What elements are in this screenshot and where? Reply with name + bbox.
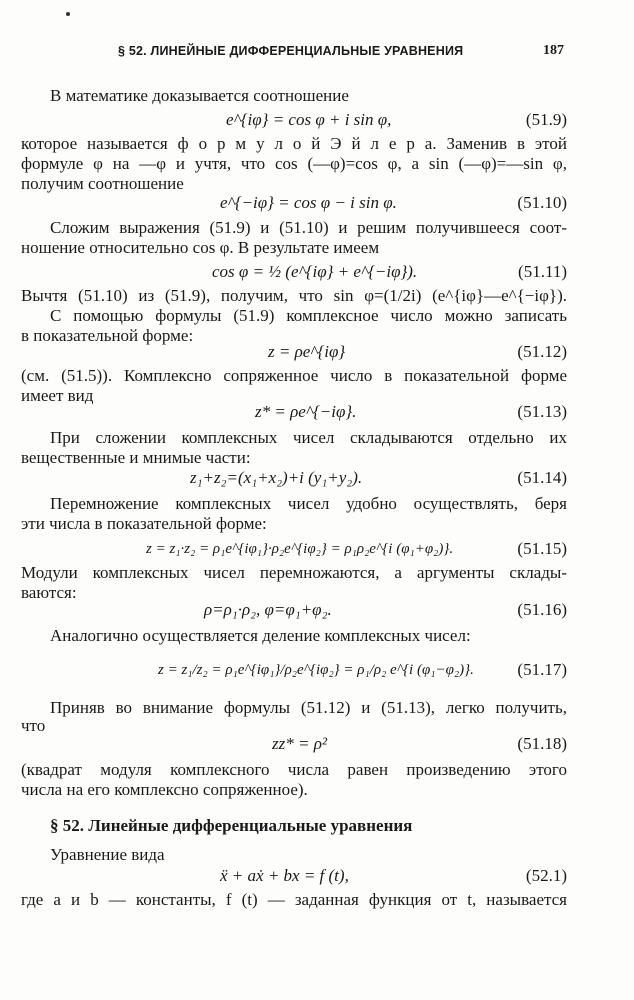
equation-number: (51.16) xyxy=(517,600,567,619)
running-header xyxy=(0,44,634,64)
text-line: С помощью формулы (51.9) комплексное число можно записать xyxy=(50,306,567,325)
equation-number: (51.10) xyxy=(517,193,567,212)
equation-number: (51.13) xyxy=(517,402,567,421)
page-number: 187 xyxy=(543,43,564,58)
equation-formula: cos φ = ½ (e^{iφ} + e^{−iφ}). xyxy=(212,262,418,281)
equation-formula: e^{iφ} = cos φ + i sin φ, xyxy=(226,110,392,129)
text-line: ношение относительно cos φ. В результате имеем xyxy=(21,238,380,257)
text-line: Приняв во внимание формулы (51.12) и (51.13), легко получить, xyxy=(50,698,567,717)
equation-number: (51.18) xyxy=(517,734,567,753)
text-line: формуле φ на —φ и учтя, что cos (—φ)=cos φ, a sin (—φ)=—sin φ, xyxy=(21,154,567,173)
text-line: При сложении комплексных чисел складываются отдельно их xyxy=(50,428,567,447)
text-line: числа на его комплексно сопряженное). xyxy=(21,780,308,799)
text-line: вещественные и мнимые части: xyxy=(21,448,251,467)
text-line: имеет вид xyxy=(21,386,94,405)
equation-formula: ẍ + aẋ + bx = f (t), xyxy=(220,866,349,885)
text-line: что xyxy=(21,716,46,735)
text-line: которое называется ф о р м у л о й Э й л е р а. Заменив в этой xyxy=(21,134,567,153)
text-line: Сложим выражения (51.9) и (51.10) и решим получившееся соот- xyxy=(50,218,567,237)
text-line: Аналогично осуществляется деление комплексных чисел: xyxy=(50,626,471,645)
equation-number: (51.17) xyxy=(517,660,567,679)
equation-formula: z = z₁/z₂ = ρ₁e^{iφ₁}/ρ₂e^{iφ₂} = ρ₁/ρ₂ e^{i (φ₁−φ₂)}. xyxy=(158,662,474,678)
text-line: Вычтя (51.10) из (51.9), получим, что sin φ=(1/2i) (e^{iφ}—e^{−iφ}). xyxy=(21,286,567,305)
equation-number: (51.14) xyxy=(517,468,567,487)
equation-number: (51.12) xyxy=(517,342,567,361)
equation-formula: z₁+z₂=(x₁+x₂)+i (y₁+y₂). xyxy=(190,468,363,487)
equation-formula: zz* = ρ² xyxy=(272,734,327,753)
equation-number: (51.9) xyxy=(525,110,567,129)
equation-number: (51.11) xyxy=(518,262,567,281)
text-line: ваются: xyxy=(21,583,77,602)
text-line: В математике доказывается соотношение xyxy=(50,86,349,105)
text-line: эти числа в показательной форме: xyxy=(21,514,267,533)
equation-formula: ρ=ρ₁·ρ₂, φ=φ₁+φ₂. xyxy=(204,600,332,619)
text-line: Модули комплексных чисел перемножаются, а аргументы склады- xyxy=(21,563,567,582)
text-line: Уравнение вида xyxy=(50,845,165,864)
text-line: (см. (51.5)). Комплексно сопряженное число в показательной форме xyxy=(21,366,567,385)
text-line: Перемножение комплексных чисел удобно осуществлять, беря xyxy=(50,494,567,513)
equation-formula: z = z₁·z₂ = ρ₁e^{iφ₁}·ρ₂e^{iφ₂} = ρ₁ρ₂e^{i (φ₁+φ₂)}. xyxy=(146,541,454,557)
text-line: где a и b — константы, f (t) — заданная функция от t, называется xyxy=(21,890,567,909)
equation-number: (52.1) xyxy=(525,866,567,885)
text-line: в показательной форме: xyxy=(21,326,194,345)
equation-formula: e^{−iφ} = cos φ − i sin φ. xyxy=(220,193,397,212)
equation-number: (51.15) xyxy=(517,539,567,558)
text-line: (квадрат модуля комплексного числа равен произведению этого xyxy=(21,760,567,779)
equation-formula: z* = ρe^{−iφ}. xyxy=(255,402,357,421)
text-line: получим соотношение xyxy=(21,174,184,193)
print-speck xyxy=(66,12,70,16)
equation-formula: z = ρe^{iφ} xyxy=(268,342,346,361)
section-heading: § 52. Линейные дифференциальные уравнения xyxy=(50,816,413,835)
running-title: § 52. ЛИНЕЙНЫЕ ДИФФЕРЕНЦИАЛЬНЫЕ УРАВНЕНИЯ xyxy=(118,44,464,58)
